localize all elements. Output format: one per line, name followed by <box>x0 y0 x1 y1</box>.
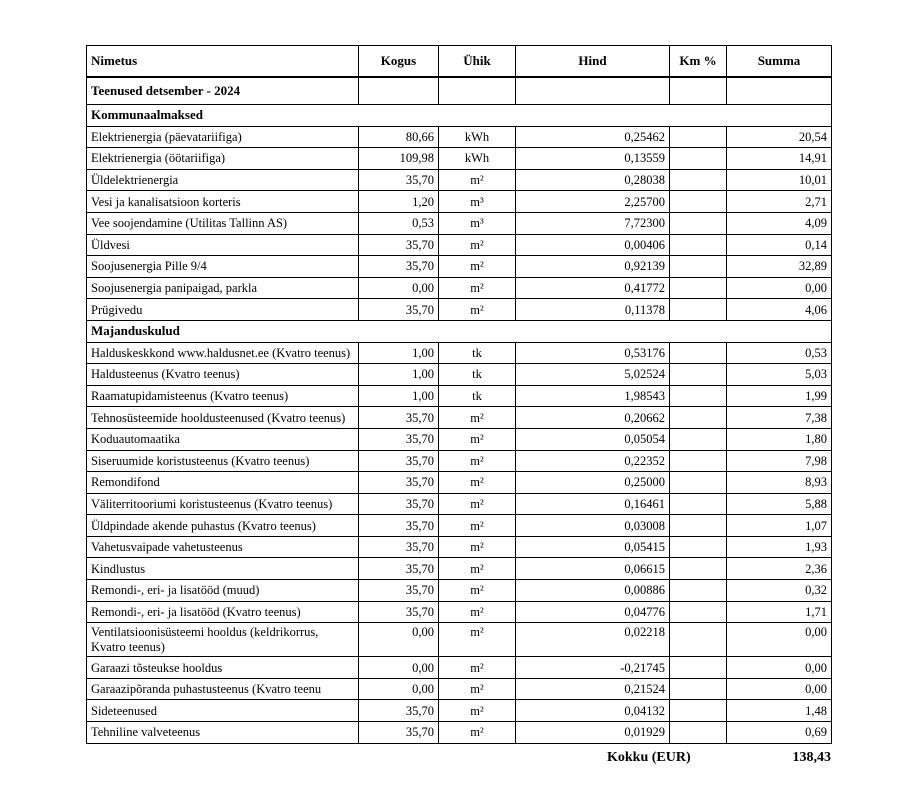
item-vat <box>670 169 727 191</box>
item-quantity: 1,20 <box>359 191 439 213</box>
item-unit: m² <box>439 700 516 722</box>
item-unit: m² <box>439 657 516 679</box>
empty-cell <box>727 77 832 105</box>
item-price: 0,02218 <box>516 623 670 657</box>
table-row <box>87 450 832 472</box>
item-vat <box>670 678 727 700</box>
item-unit: m² <box>439 234 516 256</box>
section-title: Majanduskulud <box>87 320 832 342</box>
item-quantity: 35,70 <box>359 536 439 558</box>
item-unit: m³ <box>439 212 516 234</box>
table-row <box>87 148 832 170</box>
item-unit: m² <box>439 256 516 278</box>
item-unit: tk <box>439 342 516 364</box>
item-price: 0,00886 <box>516 580 670 602</box>
item-price: -0,21745 <box>516 657 670 679</box>
item-sum: 0,69 <box>727 722 832 744</box>
item-vat <box>670 657 727 679</box>
item-unit: m² <box>439 428 516 450</box>
item-quantity: 35,70 <box>359 472 439 494</box>
item-sum: 4,06 <box>727 299 832 321</box>
item-unit: m² <box>439 678 516 700</box>
item-price: 0,92139 <box>516 256 670 278</box>
item-quantity: 0,00 <box>359 623 439 657</box>
item-vat <box>670 428 727 450</box>
empty-cell <box>516 77 670 105</box>
total-value: 138,43 <box>792 750 831 765</box>
item-unit: m² <box>439 536 516 558</box>
table-row <box>87 536 832 558</box>
table-row <box>87 623 832 657</box>
table-row <box>87 364 832 386</box>
item-name: Ventilatsioonisüsteemi hooldus (keldrikorrus, Kvatro teenus) <box>87 623 359 657</box>
table-row <box>87 678 832 700</box>
item-name: Remondifond <box>87 472 359 494</box>
period-title: Teenused detsember - 2024 <box>87 77 359 105</box>
item-price: 5,02524 <box>516 364 670 386</box>
item-price: 0,16461 <box>516 493 670 515</box>
item-quantity: 35,70 <box>359 256 439 278</box>
table-row <box>87 428 832 450</box>
item-quantity: 35,70 <box>359 515 439 537</box>
table-row <box>87 169 832 191</box>
item-vat <box>670 299 727 321</box>
item-quantity: 35,70 <box>359 700 439 722</box>
item-name: Vesi ja kanalisatsioon korteris <box>87 191 359 213</box>
item-sum: 7,38 <box>727 407 832 429</box>
item-vat <box>670 493 727 515</box>
item-name: Halduskeskkond www.haldusnet.ee (Kvatro teenus) <box>87 342 359 364</box>
item-sum: 32,89 <box>727 256 832 278</box>
table-row <box>87 191 832 213</box>
item-price: 0,53176 <box>516 342 670 364</box>
item-sum: 8,93 <box>727 472 832 494</box>
item-name: Garaazi tõsteukse hooldus <box>87 657 359 679</box>
table-row <box>87 234 832 256</box>
table-row <box>87 580 832 602</box>
item-vat <box>670 700 727 722</box>
item-vat <box>670 385 727 407</box>
item-name: Kindlustus <box>87 558 359 580</box>
period-row <box>87 77 832 105</box>
table-row <box>87 700 832 722</box>
invoice-table-wrapper <box>86 45 832 744</box>
item-sum: 1,93 <box>727 536 832 558</box>
item-name: Koduautomaatika <box>87 428 359 450</box>
item-sum: 0,32 <box>727 580 832 602</box>
item-price: 0,22352 <box>516 450 670 472</box>
item-name: Tehniline valveteenus <box>87 722 359 744</box>
table-row <box>87 385 832 407</box>
item-price: 0,11378 <box>516 299 670 321</box>
item-name: Üldvesi <box>87 234 359 256</box>
item-quantity: 35,70 <box>359 299 439 321</box>
item-price: 0,41772 <box>516 277 670 299</box>
item-name: Soojusenergia panipaigad, parkla <box>87 277 359 299</box>
table-row <box>87 601 832 623</box>
item-sum: 0,00 <box>727 277 832 299</box>
item-sum: 14,91 <box>727 148 832 170</box>
item-quantity: 109,98 <box>359 148 439 170</box>
item-name: Remondi-, eri- ja lisatööd (Kvatro teenus) <box>87 601 359 623</box>
item-vat <box>670 212 727 234</box>
item-vat <box>670 536 727 558</box>
table-row <box>87 558 832 580</box>
item-name: Raamatupidamisteenus (Kvatro teenus) <box>87 385 359 407</box>
item-sum: 1,80 <box>727 428 832 450</box>
section-row <box>87 105 832 127</box>
item-unit: m³ <box>439 191 516 213</box>
item-quantity: 1,00 <box>359 364 439 386</box>
table-row <box>87 515 832 537</box>
item-sum: 0,14 <box>727 234 832 256</box>
item-price: 0,25462 <box>516 126 670 148</box>
item-quantity: 35,70 <box>359 428 439 450</box>
item-unit: kWh <box>439 148 516 170</box>
item-name: Üldpindade akende puhastus (Kvatro teenus) <box>87 515 359 537</box>
item-vat <box>670 472 727 494</box>
header-quantity: Kogus <box>359 46 439 78</box>
item-vat <box>670 364 727 386</box>
table-row <box>87 407 832 429</box>
item-price: 1,98543 <box>516 385 670 407</box>
header-price: Hind <box>516 46 670 78</box>
item-quantity: 0,53 <box>359 212 439 234</box>
item-price: 0,25000 <box>516 472 670 494</box>
section-row <box>87 320 832 342</box>
item-name: Üldelektrienergia <box>87 169 359 191</box>
total-line <box>600 750 831 768</box>
item-unit: tk <box>439 364 516 386</box>
item-sum: 1,07 <box>727 515 832 537</box>
item-price: 0,05415 <box>516 536 670 558</box>
invoice-table <box>86 45 832 744</box>
item-quantity: 35,70 <box>359 234 439 256</box>
item-vat <box>670 580 727 602</box>
item-vat <box>670 234 727 256</box>
item-quantity: 35,70 <box>359 558 439 580</box>
item-price: 0,01929 <box>516 722 670 744</box>
item-name: Elektrienergia (öötariifiga) <box>87 148 359 170</box>
table-row <box>87 342 832 364</box>
item-vat <box>670 623 727 657</box>
item-vat <box>670 450 727 472</box>
item-unit: m² <box>439 493 516 515</box>
item-unit: m² <box>439 472 516 494</box>
item-name: Prügivedu <box>87 299 359 321</box>
item-name: Väliterritooriumi koristusteenus (Kvatro teenus) <box>87 493 359 515</box>
invoice-body <box>87 77 832 743</box>
header-name: Nimetus <box>87 46 359 78</box>
item-sum: 2,36 <box>727 558 832 580</box>
item-quantity: 0,00 <box>359 678 439 700</box>
item-name: Elektrienergia (päevatariifiga) <box>87 126 359 148</box>
item-quantity: 35,70 <box>359 493 439 515</box>
item-name: Haldusteenus (Kvatro teenus) <box>87 364 359 386</box>
item-sum: 4,09 <box>727 212 832 234</box>
item-quantity: 35,70 <box>359 601 439 623</box>
item-vat <box>670 148 727 170</box>
empty-cell <box>359 77 439 105</box>
item-price: 2,25700 <box>516 191 670 213</box>
item-name: Garaazipõranda puhastusteenus (Kvatro teenu <box>87 678 359 700</box>
item-price: 0,21524 <box>516 678 670 700</box>
item-unit: m² <box>439 515 516 537</box>
item-price: 0,20662 <box>516 407 670 429</box>
item-sum: 0,00 <box>727 678 832 700</box>
item-unit: m² <box>439 722 516 744</box>
item-vat <box>670 515 727 537</box>
section-title: Kommunaalmaksed <box>87 105 832 127</box>
item-vat <box>670 126 727 148</box>
item-name: Remondi-, eri- ja lisatööd (muud) <box>87 580 359 602</box>
empty-cell <box>670 77 727 105</box>
item-vat <box>670 277 727 299</box>
item-unit: m² <box>439 623 516 657</box>
item-price: 0,03008 <box>516 515 670 537</box>
item-quantity: 1,00 <box>359 385 439 407</box>
table-row <box>87 493 832 515</box>
item-vat <box>670 191 727 213</box>
item-sum: 0,00 <box>727 623 832 657</box>
item-unit: m² <box>439 450 516 472</box>
item-vat <box>670 722 727 744</box>
item-sum: 2,71 <box>727 191 832 213</box>
item-unit: tk <box>439 385 516 407</box>
item-sum: 1,99 <box>727 385 832 407</box>
item-quantity: 35,70 <box>359 580 439 602</box>
item-name: Soojusenergia Pille 9/4 <box>87 256 359 278</box>
item-quantity: 80,66 <box>359 126 439 148</box>
item-name: Vee soojendamine (Utilitas Tallinn AS) <box>87 212 359 234</box>
item-sum: 0,00 <box>727 657 832 679</box>
item-quantity: 35,70 <box>359 407 439 429</box>
item-quantity: 0,00 <box>359 657 439 679</box>
table-row <box>87 657 832 679</box>
item-unit: m² <box>439 558 516 580</box>
table-row <box>87 256 832 278</box>
item-sum: 5,88 <box>727 493 832 515</box>
item-vat <box>670 407 727 429</box>
item-sum: 0,53 <box>727 342 832 364</box>
total-label: Kokku (EUR) <box>607 750 691 765</box>
empty-cell <box>439 77 516 105</box>
item-unit: m² <box>439 580 516 602</box>
item-price: 0,13559 <box>516 148 670 170</box>
header-vat: Km % <box>670 46 727 78</box>
header-sum: Summa <box>727 46 832 78</box>
header-unit: Ühik <box>439 46 516 78</box>
item-sum: 5,03 <box>727 364 832 386</box>
item-name: Vahetusvaipade vahetusteenus <box>87 536 359 558</box>
item-vat <box>670 256 727 278</box>
table-row <box>87 126 832 148</box>
item-quantity: 35,70 <box>359 450 439 472</box>
table-row <box>87 277 832 299</box>
item-vat <box>670 601 727 623</box>
item-unit: m² <box>439 277 516 299</box>
item-price: 0,04776 <box>516 601 670 623</box>
item-vat <box>670 342 727 364</box>
table-row <box>87 472 832 494</box>
item-sum: 1,48 <box>727 700 832 722</box>
item-unit: kWh <box>439 126 516 148</box>
item-price: 0,06615 <box>516 558 670 580</box>
item-unit: m² <box>439 299 516 321</box>
item-unit: m² <box>439 407 516 429</box>
item-sum: 7,98 <box>727 450 832 472</box>
table-row <box>87 212 832 234</box>
table-row <box>87 299 832 321</box>
item-vat <box>670 558 727 580</box>
item-unit: m² <box>439 169 516 191</box>
item-sum: 20,54 <box>727 126 832 148</box>
item-sum: 1,71 <box>727 601 832 623</box>
item-price: 0,28038 <box>516 169 670 191</box>
item-name: Sideteenused <box>87 700 359 722</box>
item-sum: 10,01 <box>727 169 832 191</box>
item-price: 0,00406 <box>516 234 670 256</box>
header-row <box>87 46 832 78</box>
item-unit: m² <box>439 601 516 623</box>
item-quantity: 1,00 <box>359 342 439 364</box>
item-quantity: 35,70 <box>359 169 439 191</box>
item-price: 0,05054 <box>516 428 670 450</box>
table-row <box>87 722 832 744</box>
item-quantity: 0,00 <box>359 277 439 299</box>
item-quantity: 35,70 <box>359 722 439 744</box>
item-name: Tehnosüsteemide hooldusteenused (Kvatro teenus) <box>87 407 359 429</box>
item-name: Siseruumide koristusteenus (Kvatro teenus) <box>87 450 359 472</box>
item-price: 7,72300 <box>516 212 670 234</box>
item-price: 0,04132 <box>516 700 670 722</box>
